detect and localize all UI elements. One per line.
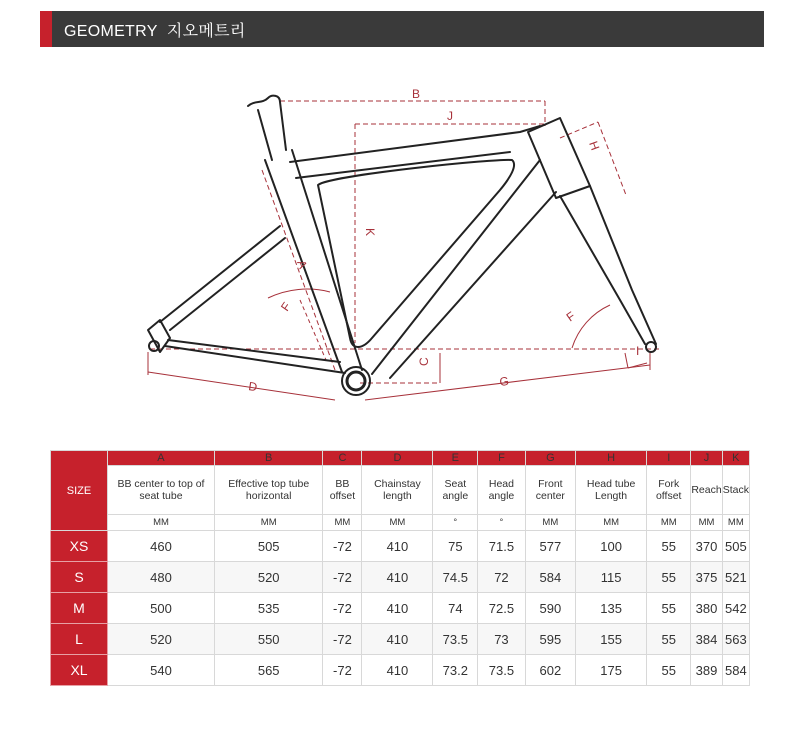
- dimension-label-f-rear: F: [277, 299, 294, 314]
- header-accent-bar: [40, 11, 52, 47]
- value-cell: 55: [647, 624, 691, 655]
- col-letter-e: E: [433, 451, 478, 466]
- value-cell: 72.5: [478, 593, 525, 624]
- size-row-l: [51, 624, 750, 655]
- unit-cell: MM: [108, 515, 215, 531]
- value-cell: 71.5: [478, 531, 525, 562]
- size-row-xl: [51, 655, 750, 686]
- col-label-bb-offset: BB offset: [323, 466, 362, 515]
- value-cell: 74.5: [433, 562, 478, 593]
- dimension-label-d: D: [247, 379, 259, 395]
- value-cell: 410: [362, 562, 433, 593]
- column-label-row: [51, 466, 750, 515]
- col-label-head-angle: Head angle: [478, 466, 525, 515]
- dimension-guides: [150, 101, 660, 383]
- size-row-xs: [51, 531, 750, 562]
- value-cell: 563: [722, 624, 749, 655]
- section-title: GEOMETRY 지오메트리: [64, 22, 246, 40]
- value-cell: 535: [214, 593, 322, 624]
- unit-cell: MM: [362, 515, 433, 531]
- dimension-label-i: I: [636, 344, 640, 358]
- size-row-s: [51, 562, 750, 593]
- value-cell: 389: [691, 655, 722, 686]
- col-letter-b: B: [214, 451, 322, 466]
- value-cell: 520: [108, 624, 215, 655]
- col-letter-c: C: [323, 451, 362, 466]
- col-letter-a: A: [108, 451, 215, 466]
- dimension-label-b: B: [412, 87, 421, 101]
- value-cell: 584: [722, 655, 749, 686]
- value-cell: 602: [525, 655, 575, 686]
- value-cell: 55: [647, 531, 691, 562]
- value-cell: 73: [478, 624, 525, 655]
- value-cell: 590: [525, 593, 575, 624]
- unit-cell: MM: [323, 515, 362, 531]
- value-cell: 410: [362, 624, 433, 655]
- unit-cell: MM: [722, 515, 749, 531]
- col-label-chainstay: Chainstay length: [362, 466, 433, 515]
- value-cell: 540: [108, 655, 215, 686]
- col-label-head-tube: Head tube Length: [576, 466, 647, 515]
- value-cell: 100: [576, 531, 647, 562]
- value-cell: 384: [691, 624, 722, 655]
- dimension-label-k: K: [363, 228, 377, 237]
- value-cell: 370: [691, 531, 722, 562]
- value-cell: 410: [362, 655, 433, 686]
- value-cell: -72: [323, 655, 362, 686]
- value-cell: 115: [576, 562, 647, 593]
- value-cell: 380: [691, 593, 722, 624]
- col-letter-g: G: [525, 451, 575, 466]
- value-cell: 155: [576, 624, 647, 655]
- value-cell: 577: [525, 531, 575, 562]
- value-cell: 55: [647, 562, 691, 593]
- value-cell: 595: [525, 624, 575, 655]
- size-cell: S: [51, 562, 108, 593]
- value-cell: 72: [478, 562, 525, 593]
- value-cell: 75: [433, 531, 478, 562]
- value-cell: 175: [576, 655, 647, 686]
- value-cell: 584: [525, 562, 575, 593]
- value-cell: -72: [323, 593, 362, 624]
- value-cell: 73.5: [478, 655, 525, 686]
- value-cell: 410: [362, 531, 433, 562]
- frame-geometry-diagram: [0, 60, 800, 430]
- value-cell: -72: [323, 562, 362, 593]
- size-cell: XL: [51, 655, 108, 686]
- value-cell: 460: [108, 531, 215, 562]
- col-label-bb-center: BB center to top of seat tube: [108, 466, 215, 515]
- value-cell: 520: [214, 562, 322, 593]
- value-cell: 565: [214, 655, 322, 686]
- value-cell: -72: [323, 624, 362, 655]
- value-cell: 542: [722, 593, 749, 624]
- value-cell: 375: [691, 562, 722, 593]
- value-cell: 55: [647, 655, 691, 686]
- col-label-top-tube: Effective top tube horizontal: [214, 466, 322, 515]
- value-cell: 410: [362, 593, 433, 624]
- dimension-label-f-front: F: [563, 308, 578, 325]
- unit-cell: MM: [576, 515, 647, 531]
- unit-cell: MM: [214, 515, 322, 531]
- value-cell: 521: [722, 562, 749, 593]
- bike-frame: [148, 96, 656, 395]
- column-letter-row: [51, 451, 750, 466]
- col-label-front-center: Front center: [525, 466, 575, 515]
- value-cell: 135: [576, 593, 647, 624]
- col-letter-h: H: [576, 451, 647, 466]
- dimension-label-j: J: [447, 109, 453, 123]
- value-cell: 505: [722, 531, 749, 562]
- size-row-m: [51, 593, 750, 624]
- size-cell: M: [51, 593, 108, 624]
- value-cell: 500: [108, 593, 215, 624]
- geometry-table: [50, 450, 750, 686]
- value-cell: 480: [108, 562, 215, 593]
- unit-cell: °: [478, 515, 525, 531]
- unit-row: [51, 515, 750, 531]
- dimension-labels: [248, 87, 640, 394]
- value-cell: 73.5: [433, 624, 478, 655]
- dimension-label-c: C: [417, 357, 431, 366]
- col-letter-f: F: [478, 451, 525, 466]
- size-header: SIZE: [51, 451, 108, 531]
- col-letter-j: J: [691, 451, 722, 466]
- col-label-stack: Stack: [722, 466, 749, 515]
- unit-cell: MM: [691, 515, 722, 531]
- size-cell: XS: [51, 531, 108, 562]
- value-cell: 73.2: [433, 655, 478, 686]
- unit-cell: MM: [525, 515, 575, 531]
- section-header: [40, 11, 764, 47]
- unit-cell: °: [433, 515, 478, 531]
- unit-cell: MM: [647, 515, 691, 531]
- value-cell: 505: [214, 531, 322, 562]
- col-letter-k: K: [722, 451, 749, 466]
- size-cell: L: [51, 624, 108, 655]
- col-label-seat-angle: Seat angle: [433, 466, 478, 515]
- col-label-fork-offset: Fork offset: [647, 466, 691, 515]
- dimension-label-h: H: [586, 139, 603, 153]
- col-letter-d: D: [362, 451, 433, 466]
- dimension-label-a: A: [294, 258, 311, 271]
- value-cell: -72: [323, 531, 362, 562]
- value-cell: 550: [214, 624, 322, 655]
- geometry-data-body: [51, 531, 750, 686]
- value-cell: 74: [433, 593, 478, 624]
- value-cell: 55: [647, 593, 691, 624]
- dimension-label-g: G: [498, 373, 510, 389]
- col-letter-i: I: [647, 451, 691, 466]
- col-label-reach: Reach: [691, 466, 722, 515]
